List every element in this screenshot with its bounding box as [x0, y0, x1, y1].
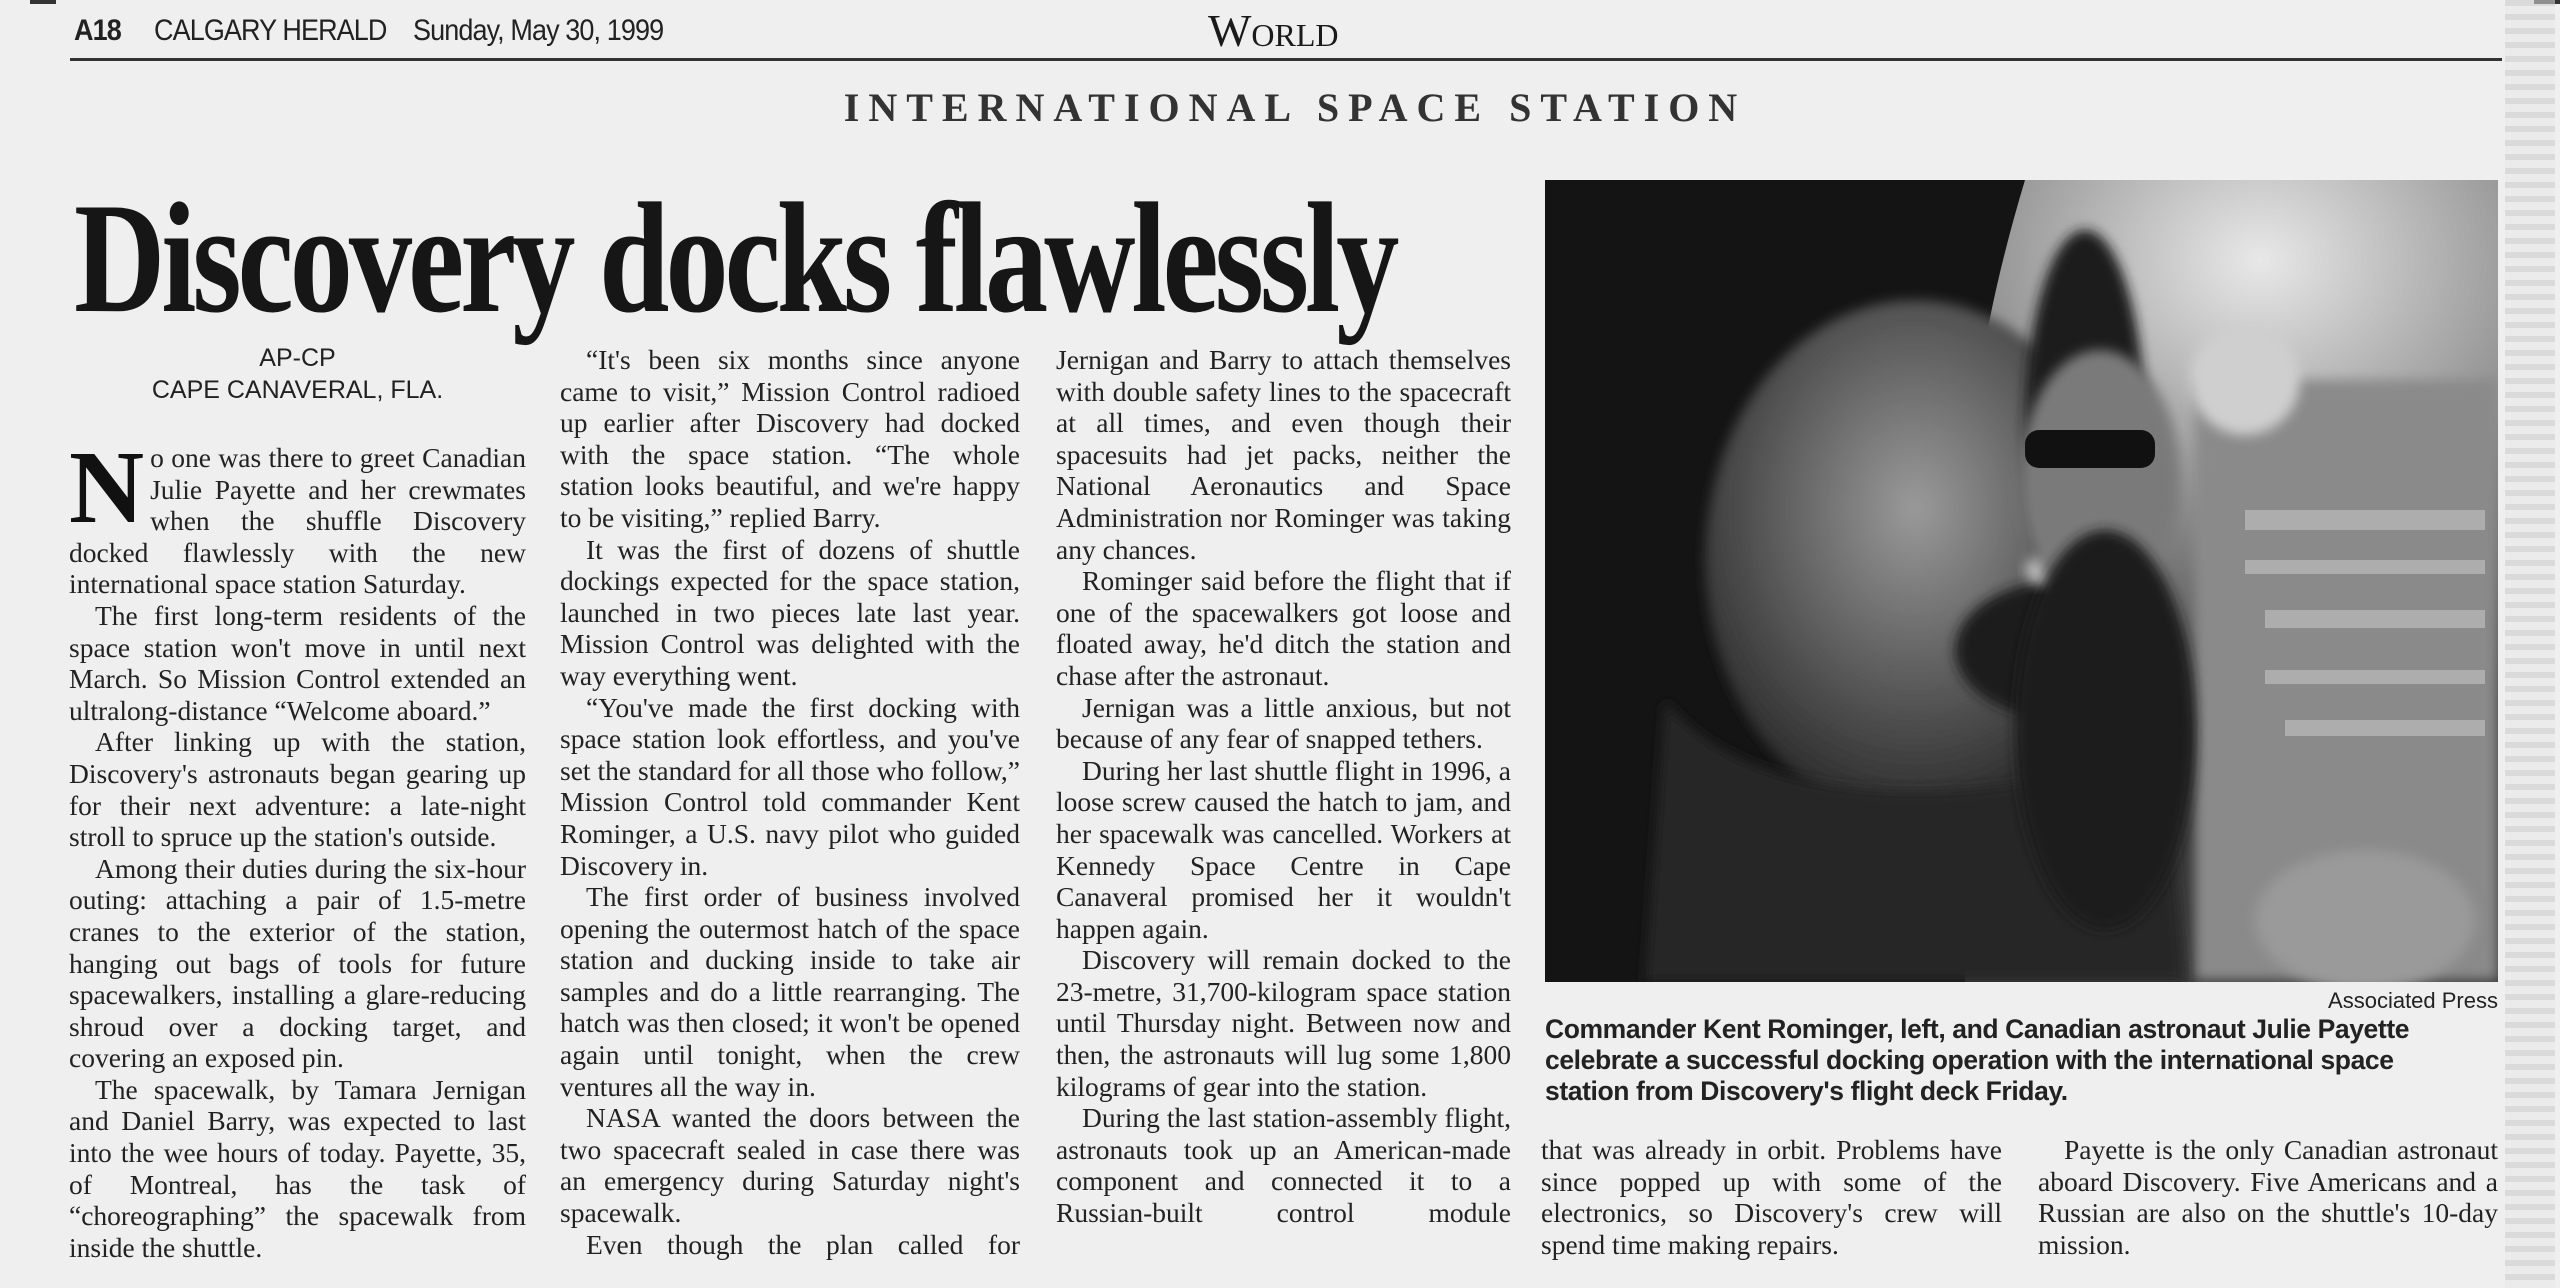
photo-caption: Commander Kent Rominger, left, and Canadian astronaut Julie Payette celebrate a successful docking operation with the international space station from Discovery's flight deck Friday. — [1545, 1014, 2410, 1106]
newspaper-name: CALGARY HERALD — [154, 14, 387, 47]
paragraph: Rominger said before the flight that if one of the spacewalkers got loose and floated away, he'd ditch the station and chase after the astronaut. — [1056, 565, 1511, 691]
paragraph: Even though the plan called for — [586, 1228, 1020, 1260]
paragraph: The first long-term residents of the space station won't move in until next March. So Mission Control extended an ultralong-distance “Welcome aboard.” — [69, 599, 526, 726]
paragraph: It was the first of dozens of shuttle dockings expected for the space station, launched in two pieces late last year. Mission Control was delighted with the way everything went. — [560, 533, 1020, 691]
byline-agency: AP-CP — [259, 344, 336, 372]
article-column-1 — [69, 342, 526, 1262]
article-column-5 — [2038, 1134, 2498, 1274]
section-kicker: INTERNATIONAL SPACE STATION — [843, 85, 1747, 130]
photo-credit: Associated Press — [2328, 988, 2498, 1013]
paragraph: During her last shuttle flight in 1996, a loose screw caused the hatch to jam, and her spacewalk was cancelled. Workers at Kennedy Space Centre in Cape Canaveral promised her it wouldn't happen again. — [1056, 754, 1511, 944]
paragraph: Among their duties during the six-hour outing: attaching a pair of 1.5-metre cranes to the exterior of the station, hanging out bags of tools for future spacewalkers, installing a glare-reducing shroud over a docking target, and covering an exposed pin. — [69, 852, 526, 1074]
paragraph: The first order of business involved opening the outermost hatch of the space station and ducking inside to take air samples and do a little rearranging. The hatch was then closed; it won't be opened again until tonight, when the crew ventures all the way in. — [560, 881, 1020, 1102]
section-name: World — [1208, 5, 1339, 56]
page-number: A18 — [74, 14, 121, 47]
paragraph: During the last station-assembly flight, astronauts took up an American-made component and connected it to a Russian-built control module — [1056, 1102, 1511, 1229]
paragraph: No one was there to greet Canadian Julie Payette and her crewmates when the shuffle Discovery docked flawlessly with the new international space station Saturday. — [69, 430, 526, 600]
article-column-2 — [560, 344, 1020, 1262]
article-column-4 — [1541, 1134, 2002, 1274]
paragraph: Jernigan and Barry to attach themselves with double safety lines to the spacecraft at all times, and even though their spacesuits had jet packs, neither the National Aeronautics and Space Administration nor Rominger was taking any chances. — [1056, 344, 1511, 565]
paragraph: “It's been six months since anyone came to visit,” Mission Control radioed up earlier after Discovery had docked with the space station. “The whole station looks beautiful, and we're happy to be visiting,” replied Barry. — [560, 344, 1020, 533]
paragraph: The spacewalk, by Tamara Jernigan and Daniel Barry, was expected to last into the wee hours of today. Payette, 35, of Montreal, has the task of “choreographing” the spacewalk from inside the shuttle. — [69, 1073, 526, 1262]
page-edge-mark — [30, 0, 56, 4]
astronauts-photo-image — [1545, 180, 2498, 982]
paragraph: “You've made the first docking with space station look effortless, and you've set the standard for all those who follow,” Mission Control told commander Kent Rominger, a U.S. navy pilot who guided Discovery in. — [560, 691, 1020, 881]
paragraph: Payette is the only Canadian astronaut aboard Discovery. Five Americans and a Russian are also on the shuttle's 10-day mission. — [2038, 1134, 2498, 1260]
issue-date: Sunday, May 30, 1999 — [413, 14, 664, 47]
drop-cap: N — [69, 430, 145, 545]
header-rule — [70, 58, 2502, 61]
paragraph: Discovery will remain docked to the 23-metre, 31,700-kilogram space station until Thursday night. Between now and then, the astronauts will lug some 1,800 kilograms of gear into the station. — [1056, 944, 1511, 1102]
article-column-3 — [1056, 344, 1511, 1262]
adjacent-page-edge — [2505, 0, 2555, 1288]
dateline: CAPE CANAVERAL, FLA. — [151, 376, 444, 404]
news-photo — [1545, 180, 2498, 982]
paragraph: Jernigan was a little anxious, but not because of any fear of snapped tethers. — [1056, 691, 1511, 755]
paragraph: NASA wanted the doors between the two spacecraft sealed in case there was an emergency during Saturday night's spacewalk. — [560, 1102, 1020, 1229]
headline: Discovery docks flawlessly — [74, 171, 1396, 346]
paragraph: After linking up with the station, Discovery's astronauts began gearing up for their next adventure: a late-night stroll to spruce up the station's outside. — [69, 726, 526, 853]
paragraph: that was already in orbit. Problems have since popped up with some of the electronics, so Discovery's crew will spend time making repairs. — [1541, 1134, 2002, 1260]
